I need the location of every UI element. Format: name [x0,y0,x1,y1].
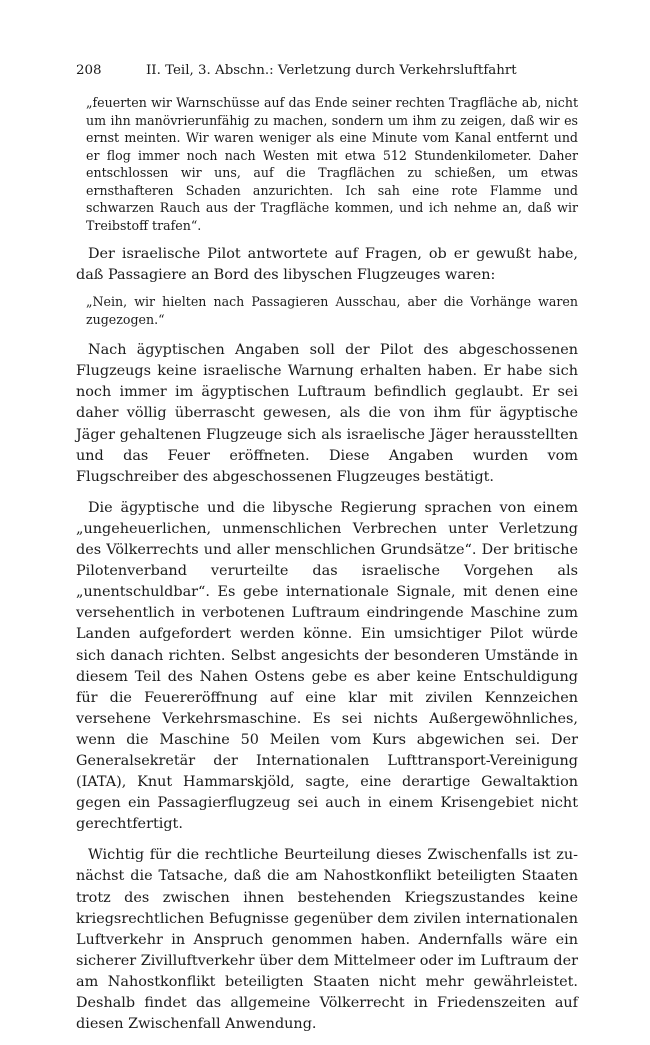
chapter-title: II. Teil, 3. Abschn.: Verletzung durch Verkehrsluftfahrt [146,63,517,78]
page-number: 208 [76,63,102,78]
paragraph-egyptian-account: Nach ägyptischen Angaben soll der Pilot des abgeschossenen Flugzeugs keine israelische Warnung erhalten haben. Er habe sich noch immer im ägyptischen Luftraum befindlich geglaubt. Er sei daher völlig überrascht gewesen, als die von ihm für ägyptische Jäger gehaltenen Flugzeuge sich als israelische Jäger herausstellten und das Feuer eröffneten. Diese Angaben wurden vom Flugschreiber des abgeschossenen Flugzeuges bestätigt. [76,342,578,485]
paragraph-reactions: Die ägyptische und die libysche Regierung sprachen von einem „ungeheuerlichen, unmenschlichen Verbrechen unter Verletzung des Völkerrechts und aller menschlichen Grundsätze“. Der britische Pilotenverband verurteilte das israelische Vorgehen als „unentschuldbar“. Es gebe internationale Signale, mit denen eine versehentlich in verbotenen Luftraum eindringende Maschine zum Landen aufgefordert werden könne. Ein umsichtiger Pilot würde sich danach richten. Selbst angesichts der besonderen Umstände in diesem Teil des Nahen Ostens gebe es aber keine Entschuldigung für die Feuereröffnung auf eine klar mit zivilen Kennzeichen versehene Verkehrsmaschine. Es sei nichts Außergewöhnliches, wenn die Maschine 50 Meilen vom Kurs abgewichen sei. Der Generalsekretär der Internationalen Lufttransport-Vereinigung (IATA), Knut Hammarskjöld, sagte, eine derartige Gewaltaktion gegen ein Passagierflugzeug sei auch in einem Krisengebiet nicht gerechtfertigt. [76,499,578,833]
running-header [76,62,578,80]
paragraph-legal-assessment: Wichtig für die rechtliche Beurteilung dieses Zwischenfalls ist zunächst die Tatsache, daß die am Nahostkonflikt beteiligten Staaten trotz des zwischen ihnen bestehenden Kriegszustandes keine kriegsrechtlichen Befugnisse gegenüber dem zivilen internationalen Luftverkehr in Anspruch genommen haben. Andernfalls wäre ein sicherer Zivilluftverkehr über dem Mittelmeer oder im Luftraum der am Nahostkonflikt beteiligten Staaten nicht mehr gewährleistet. Deshalb findet das allgemeine Völkerrecht in Friedenszeiten auf diesen Zwischenfall Anwendung. [76,847,578,1033]
book-page [76,62,578,1045]
paragraph-question: Der israelische Pilot antwortete auf Fragen, ob er gewußt habe, daß Passagiere an Bord des libyschen Flugzeuges waren: [76,246,578,284]
pilot-quote: „feuerten wir Warnschüsse auf das Ende seiner rechten Tragfläche ab, nicht um ihn manövrierunfähig zu machen, sondern um ihm zu zeigen, daß wir es ernst meinten. Wir waren weniger als eine Minute vom Kanal entfernt und er flog immer noch nach Westen mit etwa 512 Stundenkilometer. Daher entschlossen wir uns, auf die Tragflächen zu schießen, um etwas ernsthafteren Schaden anzurichten. Ich sah eine rote Flamme und schwarzen Rauch aus der Tragfläche kommen, und ich nehme an, daß wir Treibstoff trafen“. [86,95,578,233]
pilot-answer-quote: „Nein, wir hielten nach Passagieren Ausschau, aber die Vorhänge waren zugezogen.“ [86,294,578,327]
